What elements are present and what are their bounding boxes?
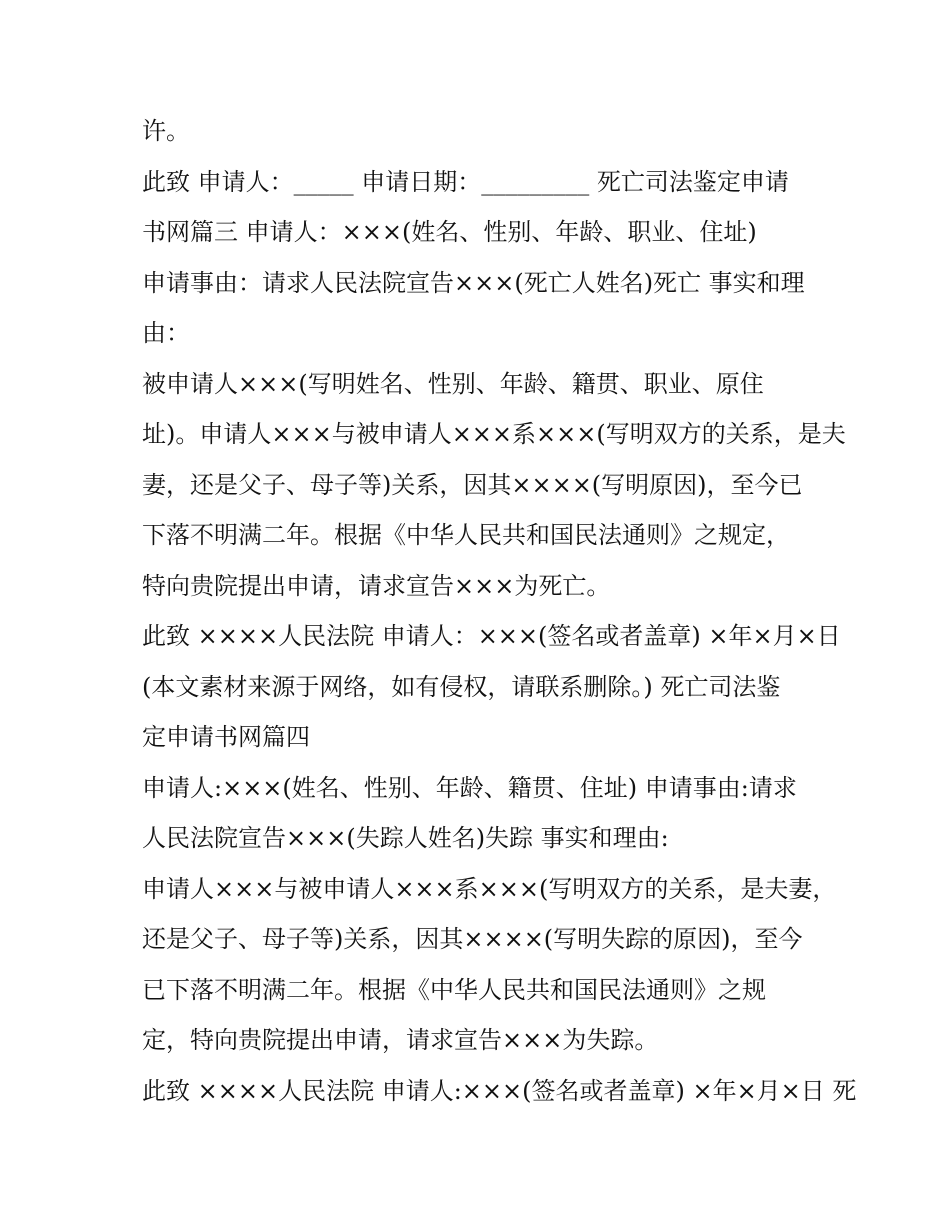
text-line: 特向贵院提出申请，请求宣告×××为死亡。 <box>142 571 611 600</box>
text-line: 已下落不明满二年。根据《中华人民共和国民法通则》之规 <box>142 975 766 1004</box>
text-line: 由： <box>142 319 190 347</box>
text-line: 申请人:×××(姓名、性别、年龄、籍贯、住址) 申请事由:请求 <box>142 773 797 802</box>
text-line: 此致 ××××人民法院 申请人：×××(签名或者盖章) ×年×月×日 <box>142 622 841 650</box>
text-line: 此致 ××××人民法院 申请人:×××(签名或者盖章) ×年×月×日 死 <box>142 1076 857 1105</box>
text-line: 定申请书网篇四 <box>142 723 310 751</box>
text-line: 还是父子、母子等)关系，因其××××(写明失踪的原因)，至今 <box>142 925 803 953</box>
text-line: 人民法院宣告×××(失踪人姓名)失踪 事实和理由: <box>142 824 669 852</box>
document-body <box>142 106 857 1116</box>
text-line: 址)。申请人×××与被申请人×××系×××(写明双方的关系，是夫 <box>142 420 846 448</box>
text-line: 申请人×××与被申请人×××系×××(写明双方的关系，是夫妻， <box>142 874 837 903</box>
text-line: 定，特向贵院提出申请，请求宣告×××为失踪。 <box>142 1026 659 1054</box>
text-line: 申请事由：请求人民法院宣告×××(死亡人姓名)死亡 事实和理 <box>142 268 805 297</box>
text-line: 此致 申请人：_____ 申请日期：_________ 死亡司法鉴定申请 <box>142 167 789 196</box>
text-line: 被申请人×××(写明姓名、性别、年龄、籍贯、职业、原住 <box>142 369 764 398</box>
text-line: (本文素材来源于网络，如有侵权，请联系删除。) 死亡司法鉴 <box>142 672 781 701</box>
text-line: 书网篇三 申请人：×××(姓名、性别、年龄、职业、住址) <box>142 218 757 246</box>
text-line: 下落不明满二年。根据《中华人民共和国民法通则》之规定， <box>142 521 790 549</box>
text-line: 许。 <box>142 117 190 145</box>
text-line: 妻，还是父子、母子等)关系，因其××××(写明原因)，至今已 <box>142 470 803 499</box>
